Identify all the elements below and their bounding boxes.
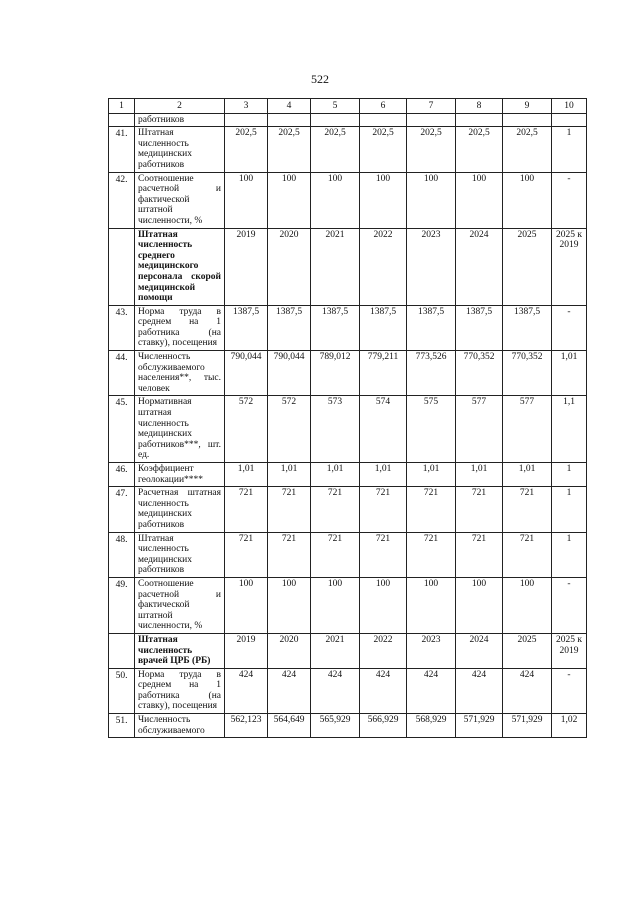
table-row bbox=[109, 487, 587, 532]
table-row bbox=[109, 172, 587, 228]
value-cell: 789,012 bbox=[311, 351, 360, 396]
header-cell: 3 bbox=[225, 99, 268, 114]
value-cell: 721 bbox=[225, 532, 268, 577]
value-cell: 721 bbox=[225, 487, 268, 532]
value-cell: 1,01 bbox=[360, 463, 407, 487]
indicator-name: Численность обслуживаемого bbox=[135, 714, 225, 738]
value-cell: 1387,5 bbox=[268, 305, 311, 350]
value-cell: 1,01 bbox=[407, 463, 456, 487]
indicator-name: Соотношение расчетной и фактической штатной численности, % bbox=[135, 577, 225, 633]
indicator-name: работников bbox=[135, 113, 225, 127]
row-number bbox=[109, 228, 135, 305]
value-cell: 202,5 bbox=[360, 127, 407, 172]
year-cell: 2024 bbox=[456, 228, 503, 305]
value-cell: 202,5 bbox=[503, 127, 552, 172]
value-cell: 202,5 bbox=[456, 127, 503, 172]
value-cell: 1,01 bbox=[268, 463, 311, 487]
value-cell: 577 bbox=[456, 396, 503, 463]
value-cell: 1387,5 bbox=[503, 305, 552, 350]
indicator-name: Численность обслуживаемого населения**, тыс. человек bbox=[135, 351, 225, 396]
value-cell: 571,929 bbox=[456, 714, 503, 738]
value-cell: 100 bbox=[225, 172, 268, 228]
value-cell: 721 bbox=[360, 487, 407, 532]
value-cell: 721 bbox=[268, 532, 311, 577]
value-cell: 721 bbox=[456, 487, 503, 532]
year-cell: 2021 bbox=[311, 228, 360, 305]
indicator-name: Норма труда в среднем на 1 работника (на ставку), посещения bbox=[135, 305, 225, 350]
ratio-cell bbox=[552, 113, 587, 127]
value-cell: 721 bbox=[456, 532, 503, 577]
value-cell: 770,352 bbox=[503, 351, 552, 396]
row-number bbox=[109, 113, 135, 127]
value-cell: 721 bbox=[503, 487, 552, 532]
ratio-cell: 1 bbox=[552, 532, 587, 577]
value-cell: 100 bbox=[268, 577, 311, 633]
value-cell: 1387,5 bbox=[225, 305, 268, 350]
value-cell: 1387,5 bbox=[360, 305, 407, 350]
indicator-name: Нормативная штатная численность медицинских работников***, шт. ед. bbox=[135, 396, 225, 463]
row-number: 43. bbox=[109, 305, 135, 350]
value-cell: 100 bbox=[407, 172, 456, 228]
ratio-cell: 1 bbox=[552, 127, 587, 172]
row-number: 51. bbox=[109, 714, 135, 738]
table-row bbox=[109, 463, 587, 487]
ratio-cell: 1,1 bbox=[552, 396, 587, 463]
row-number: 48. bbox=[109, 532, 135, 577]
table-row bbox=[109, 577, 587, 633]
ratio-cell: 1 bbox=[552, 487, 587, 532]
value-cell: 202,5 bbox=[407, 127, 456, 172]
year-cell: 2025 bbox=[503, 633, 552, 668]
year-cell: 2025 bbox=[503, 228, 552, 305]
header-cell: 7 bbox=[407, 99, 456, 114]
ratio-cell: 1,01 bbox=[552, 351, 587, 396]
row-number: 41. bbox=[109, 127, 135, 172]
value-cell: 100 bbox=[503, 172, 552, 228]
table-row bbox=[109, 714, 587, 738]
value-cell: 1,01 bbox=[503, 463, 552, 487]
section-header-row bbox=[109, 633, 587, 668]
value-cell: 721 bbox=[268, 487, 311, 532]
value-cell: 424 bbox=[268, 668, 311, 713]
value-cell: 424 bbox=[407, 668, 456, 713]
value-cell: 790,044 bbox=[225, 351, 268, 396]
year-cell: 2023 bbox=[407, 633, 456, 668]
indicator-name: Норма труда в среднем на 1 работника (на ставку), посещения bbox=[135, 668, 225, 713]
year-cell: 2024 bbox=[456, 633, 503, 668]
year-cell: 2022 bbox=[360, 633, 407, 668]
table-row bbox=[109, 532, 587, 577]
row-number: 44. bbox=[109, 351, 135, 396]
value-cell: 100 bbox=[360, 172, 407, 228]
value-cell: 1,01 bbox=[225, 463, 268, 487]
year-cell: 2021 bbox=[311, 633, 360, 668]
year-cell: 2019 bbox=[225, 633, 268, 668]
ratio-cell: - bbox=[552, 577, 587, 633]
value-cell: 575 bbox=[407, 396, 456, 463]
value-cell bbox=[456, 113, 503, 127]
value-cell: 100 bbox=[503, 577, 552, 633]
value-cell: 1387,5 bbox=[311, 305, 360, 350]
row-number: 50. bbox=[109, 668, 135, 713]
value-cell: 572 bbox=[268, 396, 311, 463]
indicator-name: Соотношение расчетной и фактической штатной численности, % bbox=[135, 172, 225, 228]
indicator-name: Штатная численность медицинских работников bbox=[135, 127, 225, 172]
value-cell: 100 bbox=[311, 577, 360, 633]
value-cell: 424 bbox=[456, 668, 503, 713]
header-cell: 5 bbox=[311, 99, 360, 114]
page-number: 522 bbox=[311, 72, 329, 86]
indicator-name: Штатная численность медицинских работников bbox=[135, 532, 225, 577]
staffing-table bbox=[108, 98, 587, 738]
table-row bbox=[109, 668, 587, 713]
value-cell: 721 bbox=[407, 532, 456, 577]
value-cell bbox=[311, 113, 360, 127]
value-cell: 424 bbox=[311, 668, 360, 713]
indicator-name: Коэффициент геолокации**** bbox=[135, 463, 225, 487]
table-body bbox=[109, 99, 587, 738]
year-cell: 2020 bbox=[268, 633, 311, 668]
value-cell: 566,929 bbox=[360, 714, 407, 738]
value-cell: 100 bbox=[225, 577, 268, 633]
row-number: 46. bbox=[109, 463, 135, 487]
value-cell: 573 bbox=[311, 396, 360, 463]
value-cell: 1,01 bbox=[456, 463, 503, 487]
value-cell: 202,5 bbox=[268, 127, 311, 172]
value-cell: 100 bbox=[268, 172, 311, 228]
value-cell: 424 bbox=[503, 668, 552, 713]
value-cell: 721 bbox=[311, 487, 360, 532]
row-number bbox=[109, 633, 135, 668]
value-cell: 202,5 bbox=[311, 127, 360, 172]
value-cell: 721 bbox=[503, 532, 552, 577]
value-cell: 1387,5 bbox=[407, 305, 456, 350]
value-cell: 100 bbox=[456, 172, 503, 228]
value-cell: 564,649 bbox=[268, 714, 311, 738]
table-row bbox=[109, 396, 587, 463]
year-cell: 2019 bbox=[225, 228, 268, 305]
table-row bbox=[109, 113, 587, 127]
value-cell: 571,929 bbox=[503, 714, 552, 738]
header-cell: 9 bbox=[503, 99, 552, 114]
value-cell: 721 bbox=[360, 532, 407, 577]
ratio-cell: 1,02 bbox=[552, 714, 587, 738]
ratio-cell: - bbox=[552, 172, 587, 228]
value-cell: 721 bbox=[407, 487, 456, 532]
row-number: 45. bbox=[109, 396, 135, 463]
value-cell: 100 bbox=[360, 577, 407, 633]
header-cell: 2 bbox=[135, 99, 225, 114]
year-cell: 2020 bbox=[268, 228, 311, 305]
value-cell: 100 bbox=[311, 172, 360, 228]
table-row bbox=[109, 351, 587, 396]
header-cell: 4 bbox=[268, 99, 311, 114]
ratio-cell: - bbox=[552, 668, 587, 713]
header-row bbox=[109, 99, 587, 114]
table-row bbox=[109, 305, 587, 350]
value-cell: 202,5 bbox=[225, 127, 268, 172]
value-cell: 565,929 bbox=[311, 714, 360, 738]
value-cell bbox=[360, 113, 407, 127]
row-number: 42. bbox=[109, 172, 135, 228]
section-title: Штатная численность врачей ЦРБ (РБ) bbox=[135, 633, 225, 668]
value-cell: 424 bbox=[225, 668, 268, 713]
value-cell: 721 bbox=[311, 532, 360, 577]
value-cell: 1,01 bbox=[311, 463, 360, 487]
year-cell: 2023 bbox=[407, 228, 456, 305]
value-cell bbox=[407, 113, 456, 127]
header-cell: 10 bbox=[552, 99, 587, 114]
value-cell: 577 bbox=[503, 396, 552, 463]
value-cell: 100 bbox=[407, 577, 456, 633]
value-cell: 572 bbox=[225, 396, 268, 463]
year-cell: 2022 bbox=[360, 228, 407, 305]
value-cell: 100 bbox=[456, 577, 503, 633]
comparison-header: 2025 к 2019 bbox=[552, 633, 587, 668]
value-cell: 790,044 bbox=[268, 351, 311, 396]
value-cell: 770,352 bbox=[456, 351, 503, 396]
value-cell: 574 bbox=[360, 396, 407, 463]
value-cell bbox=[268, 113, 311, 127]
value-cell: 562,123 bbox=[225, 714, 268, 738]
value-cell: 568,929 bbox=[407, 714, 456, 738]
header-cell: 6 bbox=[360, 99, 407, 114]
header-cell: 1 bbox=[109, 99, 135, 114]
indicator-name: Расчетная штатная численность медицинских работников bbox=[135, 487, 225, 532]
ratio-cell: 1 bbox=[552, 463, 587, 487]
header-cell: 8 bbox=[456, 99, 503, 114]
table-row bbox=[109, 127, 587, 172]
row-number: 47. bbox=[109, 487, 135, 532]
value-cell: 1387,5 bbox=[456, 305, 503, 350]
comparison-header: 2025 к 2019 bbox=[552, 228, 587, 305]
row-number: 49. bbox=[109, 577, 135, 633]
value-cell: 424 bbox=[360, 668, 407, 713]
value-cell bbox=[503, 113, 552, 127]
section-title: Штатная численность среднего медицинского персонала скорой медицинской помощи bbox=[135, 228, 225, 305]
value-cell: 773,526 bbox=[407, 351, 456, 396]
value-cell: 779,211 bbox=[360, 351, 407, 396]
value-cell bbox=[225, 113, 268, 127]
section-header-row bbox=[109, 228, 587, 305]
ratio-cell: - bbox=[552, 305, 587, 350]
